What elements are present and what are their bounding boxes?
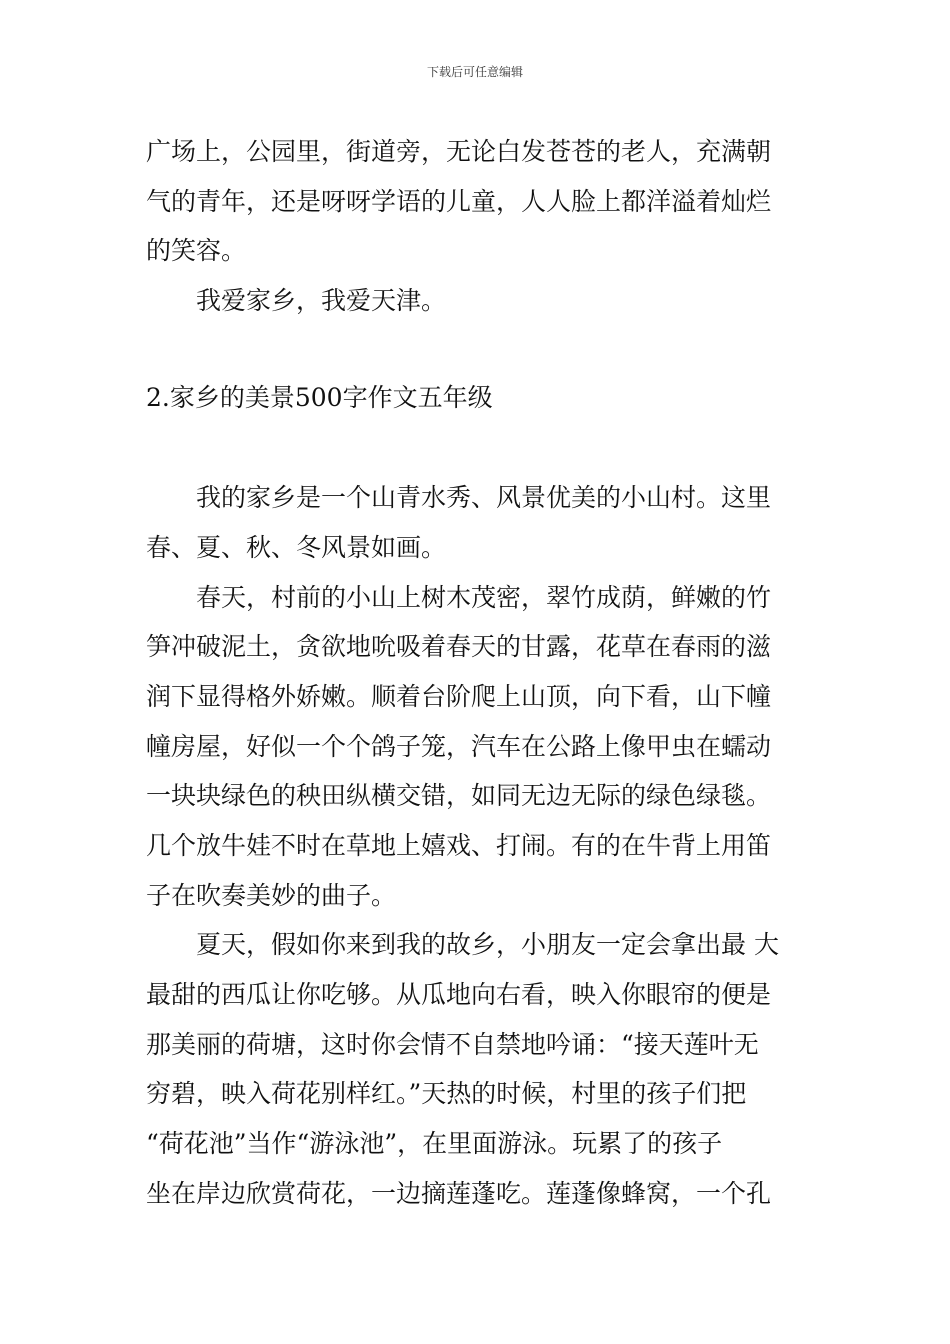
text-line: 春、夏、秋、冬风景如画。 [146,533,447,562]
text-line: 最甜的西瓜让你吃够。从瓜地向右看，映入你眼帘的便是 [146,980,772,1009]
text-line: 气的青年，还是呀呀学语的儿童，人人脸上都洋溢着灿烂 [146,187,772,216]
text-line: 坐在岸边欣赏荷花，一边摘莲蓬吃。莲蓬像蜂窝，一个孔 [146,1179,772,1208]
text-line: 春天，村前的小山上树木茂密，翠竹成荫，鲜嫩的竹 [196,583,772,612]
text-line: 一块块绿色的秧田纵横交错，如同无边无际的绿色绿毯。 [146,781,772,810]
text-line: “荷花池”当作“游泳池”，在里面游泳。玩累了的孩子 [146,1129,723,1158]
text-line: 广场上，公园里，街道旁，无论白发苍苍的老人，充满朝 [146,137,772,166]
text-line: 笋冲破泥土，贪欲地吮吸着春天的甘露，花草在春雨的滋 [146,632,772,661]
text-line: 几个放牛娃不时在草地上嬉戏、打闹。有的在牛背上用笛 [146,831,772,860]
text-line: 那美丽的荷塘，这时你会情不自禁地吟诵：“接天莲叶无 [146,1030,759,1059]
section-heading: 2.家乡的美景500字作文五年级 [146,383,493,412]
text-line: 我的家乡是一个山青水秀、风景优美的小山村。这里 [196,483,772,512]
text-line: 幢房屋，好似一个个鸽子笼，汽车在公路上像甲虫在蠕动 [146,732,772,761]
text-line: 的笑容。 [146,236,247,265]
text-line: 我爱家乡，我爱天津。 [196,286,447,315]
page-header: 下载后可任意编辑 [426,65,523,79]
text-line: 穷碧，映入荷花别样红。”天热的时候，村里的孩子们把 [146,1079,747,1108]
text-line: 夏天，假如你来到我的故乡，小朋友一定会拿出最 大 [196,930,779,959]
text-line: 子在吹奏美妙的曲子。 [146,881,397,910]
text-line: 润下显得格外娇嫩。顺着台阶爬上山顶，向下看，山下幢 [146,682,772,711]
